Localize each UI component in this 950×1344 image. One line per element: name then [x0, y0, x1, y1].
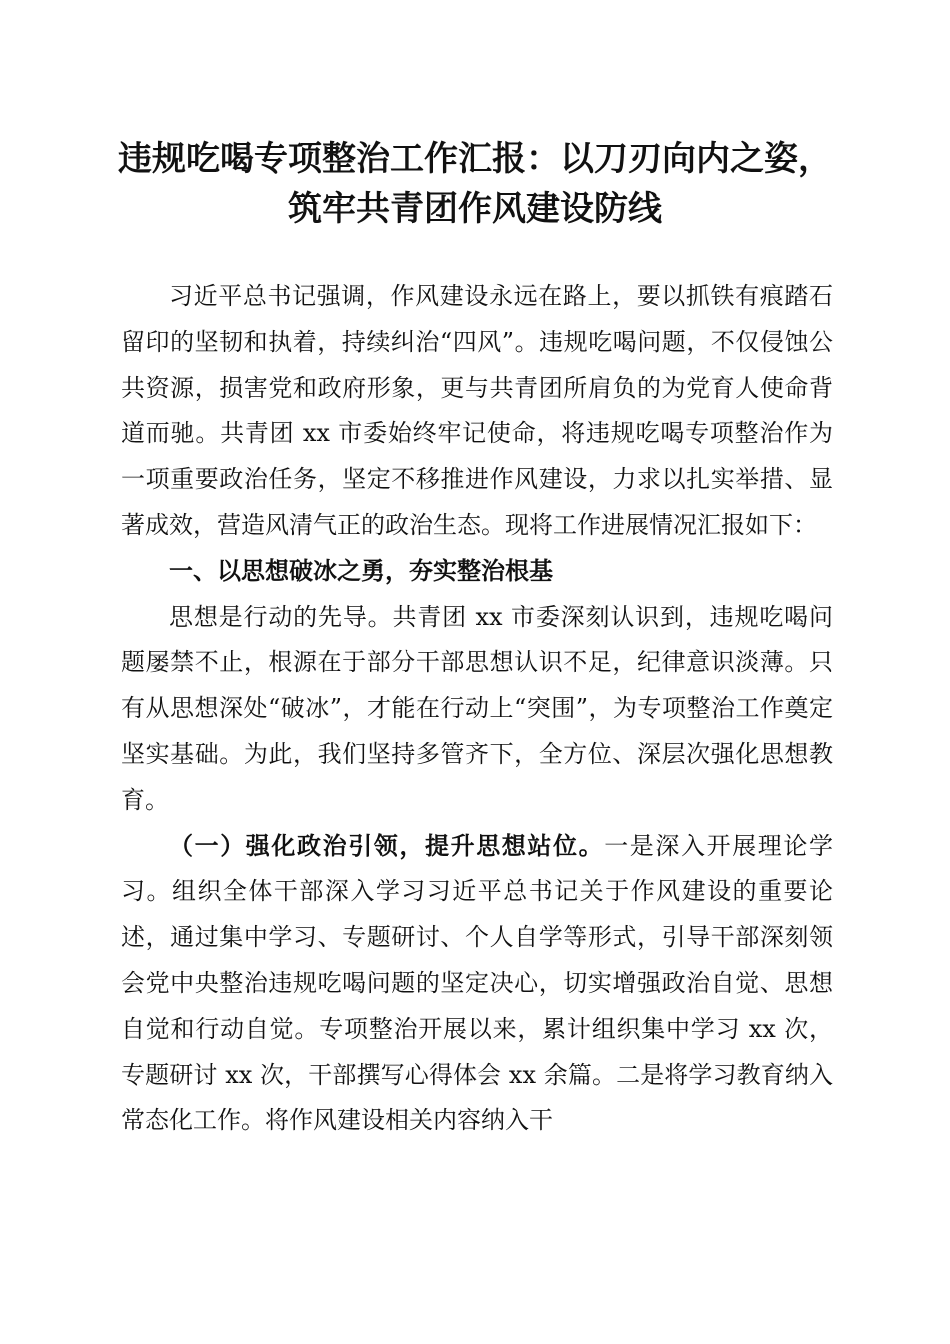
document-title-line-2: 筑牢共青团作风建设防线 [288, 189, 662, 229]
document-body [121, 274, 833, 1144]
section-1-heading: 一、以思想破冰之勇，夯实整治根基 [169, 556, 553, 585]
subsection-1-heading: （一）强化政治引领，提升思想站位。 [169, 831, 605, 860]
section-1-paragraph: 思想是行动的先导。共青团 xx 市委深刻认识到，违规吃喝问题屡禁不止，根源在于部分干部思想认识不足，纪律意识淡薄。只有从思想深处“破冰”，才能在行动上“突围”，为专项整治工作奠定坚实基础。为此，我们坚持多管齐下，全方位、深层次强化思想教育。 [121, 602, 833, 814]
subsection-1-text: 一是深入开展理论学习。组织全体干部深入学习习近平总书记关于作风建设的重要论述，通过集中学习、专题研讨、个人自学等形式，引导干部深刻领会党中央整治违规吃喝问题的坚定决心，切实增强政治自觉、思想自觉和行动自觉。专项整治开展以来，累计组织集中学习 xx 次，专题研讨 xx 次，干部撰写心得体会 xx 余篇。二是将学习教育纳入常态化工作。将作风建设相关内容纳入干 [121, 831, 834, 1135]
document-title-line-1: 违规吃喝专项整治工作汇报：以刀刃向内之姿， [118, 139, 832, 179]
subsection-1-paragraph [121, 824, 833, 1145]
intro-paragraph: 习近平总书记强调，作风建设永远在路上，要以抓铁有痕踏石留印的坚韧和执着，持续纠治“四风”。违规吃喝问题，不仅侵蚀公共资源，损害党和政府形象，更与共青团所肩负的为党育人使命背道而驰。共青团 xx 市委始终牢记使命，将违规吃喝专项整治作为一项重要政治任务，坚定不移推进作风建设，力求以扎实举措、显著成效，营造风清气正的政治生态。现将工作进展情况汇报如下： [121, 282, 833, 539]
